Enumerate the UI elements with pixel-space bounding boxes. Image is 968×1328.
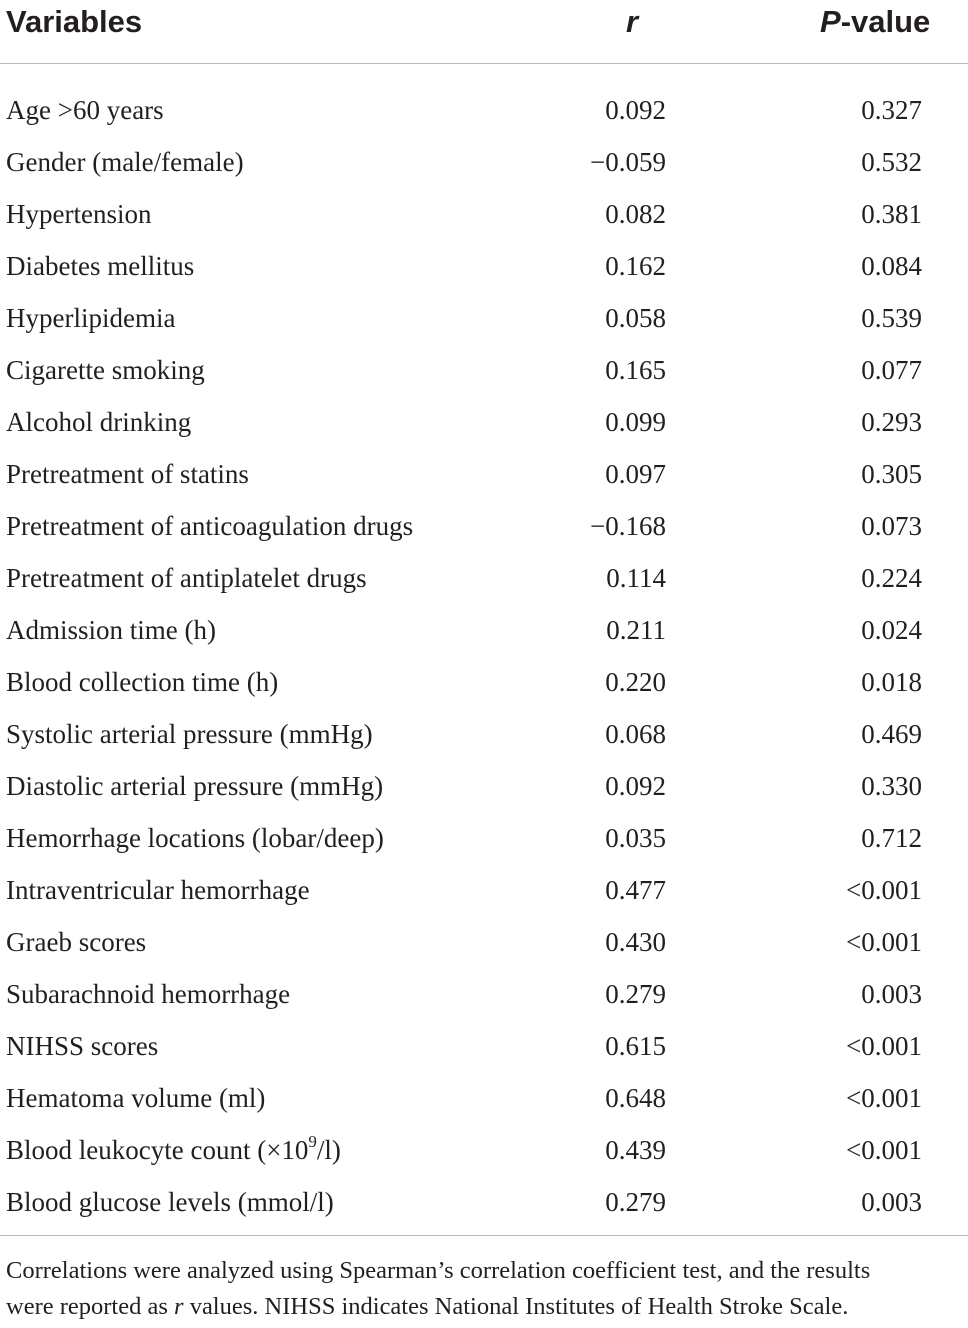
variable-cell: Hypertension: [6, 199, 152, 229]
variable-cell: Diabetes mellitus: [6, 251, 195, 281]
p-value-cell: <0.001: [846, 1083, 922, 1113]
variable-cell: Blood collection time (h): [6, 667, 279, 697]
r-cell: −0.168: [590, 511, 666, 541]
table-row: [0, 134, 968, 186]
r-cell: 0.220: [605, 667, 666, 697]
table-row: [0, 290, 968, 342]
p-value-cell: 0.305: [861, 459, 922, 489]
r-cell: 0.099: [605, 407, 666, 437]
table-row: [0, 446, 968, 498]
p-value-cell: 0.330: [861, 771, 922, 801]
r-cell: 0.165: [605, 355, 666, 385]
variable-cell: Subarachnoid hemorrhage: [6, 979, 291, 1009]
variable-cell: Graeb scores: [6, 927, 147, 957]
p-value-cell: 0.381: [861, 199, 922, 229]
p-value-cell: 0.469: [861, 719, 922, 749]
superscript-exponent: 9: [308, 1132, 317, 1151]
r-cell: 0.035: [605, 823, 666, 853]
variable-cell: Pretreatment of statins: [6, 459, 249, 489]
r-cell: 0.097: [605, 459, 666, 489]
r-cell: 0.279: [605, 1187, 666, 1217]
variable-cell: Pretreatment of anticoagulation drugs: [6, 511, 414, 541]
table-row: [0, 342, 968, 394]
footnote-text-after: values. NIHSS indicates National Institutes of Health Stroke Scale.: [183, 1293, 849, 1320]
p-value-cell: 0.084: [861, 251, 922, 281]
table-row: [0, 498, 968, 550]
variable-cell: NIHSS scores: [6, 1031, 159, 1061]
variable-text-after: /l): [316, 1135, 341, 1165]
variable-cell: Intraventricular hemorrhage: [6, 875, 310, 905]
r-cell: 0.082: [605, 199, 666, 229]
p-value-cell: 0.018: [861, 667, 922, 697]
r-cell: 0.211: [606, 615, 666, 645]
variable-cell: Hemorrhage locations (lobar/deep): [6, 823, 384, 853]
r-cell: 0.439: [605, 1135, 666, 1165]
table-row: [0, 602, 968, 654]
p-value-cell: 0.539: [861, 303, 922, 333]
variable-cell: Hematoma volume (ml): [6, 1083, 266, 1113]
header-p-suffix: -value: [840, 4, 931, 39]
variable-cell: Blood glucose levels (mmol/l): [6, 1187, 334, 1217]
header-r: r: [626, 4, 639, 39]
r-cell: 0.092: [605, 771, 666, 801]
p-value-cell: 0.024: [861, 615, 922, 645]
table-body: [0, 64, 968, 1236]
table-row: [0, 758, 968, 810]
header-p-value: [820, 4, 930, 40]
p-value-cell: 0.293: [861, 407, 922, 437]
footnote-italic-r: r: [174, 1293, 184, 1320]
table-row: [0, 966, 968, 1018]
table-row: [0, 1122, 968, 1174]
footnote-text: were reported as: [6, 1293, 175, 1320]
r-cell: 0.162: [605, 251, 666, 281]
table-row: [0, 550, 968, 602]
table-row: [0, 82, 968, 134]
table-row: [0, 1018, 968, 1070]
variable-cell: Admission time (h): [6, 615, 216, 645]
variable-cell: Alcohol drinking: [6, 407, 192, 437]
p-value-cell: <0.001: [846, 875, 922, 905]
table-row: [0, 1070, 968, 1122]
table-row: [0, 810, 968, 862]
p-value-cell: <0.001: [846, 1031, 922, 1061]
r-cell: 0.477: [605, 875, 666, 905]
p-value-cell: 0.003: [861, 1187, 922, 1217]
table-row: [0, 862, 968, 914]
variable-cell: Age >60 years: [6, 95, 164, 125]
r-cell: 0.058: [605, 303, 666, 333]
table-row: [0, 706, 968, 758]
variable-text: Blood leukocyte count (×10: [6, 1135, 309, 1165]
p-value-cell: 0.003: [861, 979, 922, 1009]
r-cell: 0.092: [605, 95, 666, 125]
p-value-cell: 0.712: [861, 823, 922, 853]
variable-cell: Gender (male/female): [6, 147, 244, 177]
p-value-cell: 0.073: [861, 511, 922, 541]
r-cell: −0.059: [590, 147, 666, 177]
table-row: [0, 394, 968, 446]
p-value-cell: 0.224: [861, 563, 922, 593]
variable-cell: [6, 1134, 341, 1166]
footnote-line-1: Correlations were analyzed using Spearman’s correlation coefficient test, and the results: [6, 1257, 871, 1284]
p-value-cell: 0.327: [861, 95, 922, 125]
table-header: [0, 0, 968, 64]
table-row: [0, 914, 968, 966]
variable-cell: Pretreatment of antiplatelet drugs: [6, 563, 367, 593]
table-row: [0, 186, 968, 238]
p-value-cell: 0.077: [861, 355, 922, 385]
variable-cell: Diastolic arterial pressure (mmHg): [6, 771, 384, 801]
r-cell: 0.068: [605, 719, 666, 749]
footnote-line-2: [6, 1289, 966, 1325]
variable-cell: Cigarette smoking: [6, 355, 205, 385]
r-cell: 0.114: [606, 563, 666, 593]
r-cell: 0.615: [605, 1031, 666, 1061]
r-cell: 0.648: [605, 1083, 666, 1113]
r-cell: 0.430: [605, 927, 666, 957]
variable-cell: Hyperlipidemia: [6, 303, 176, 333]
table-footnote: [6, 1253, 966, 1325]
table-row: [0, 1174, 968, 1226]
table-row: [0, 654, 968, 706]
r-cell: 0.279: [605, 979, 666, 1009]
p-value-cell: <0.001: [846, 927, 922, 957]
table-row: [0, 238, 968, 290]
p-value-cell: 0.532: [861, 147, 922, 177]
header-p-letter: P: [820, 4, 841, 39]
p-value-cell: <0.001: [846, 1135, 922, 1165]
variable-cell: Systolic arterial pressure (mmHg): [6, 719, 373, 749]
header-variables: Variables: [6, 4, 143, 39]
